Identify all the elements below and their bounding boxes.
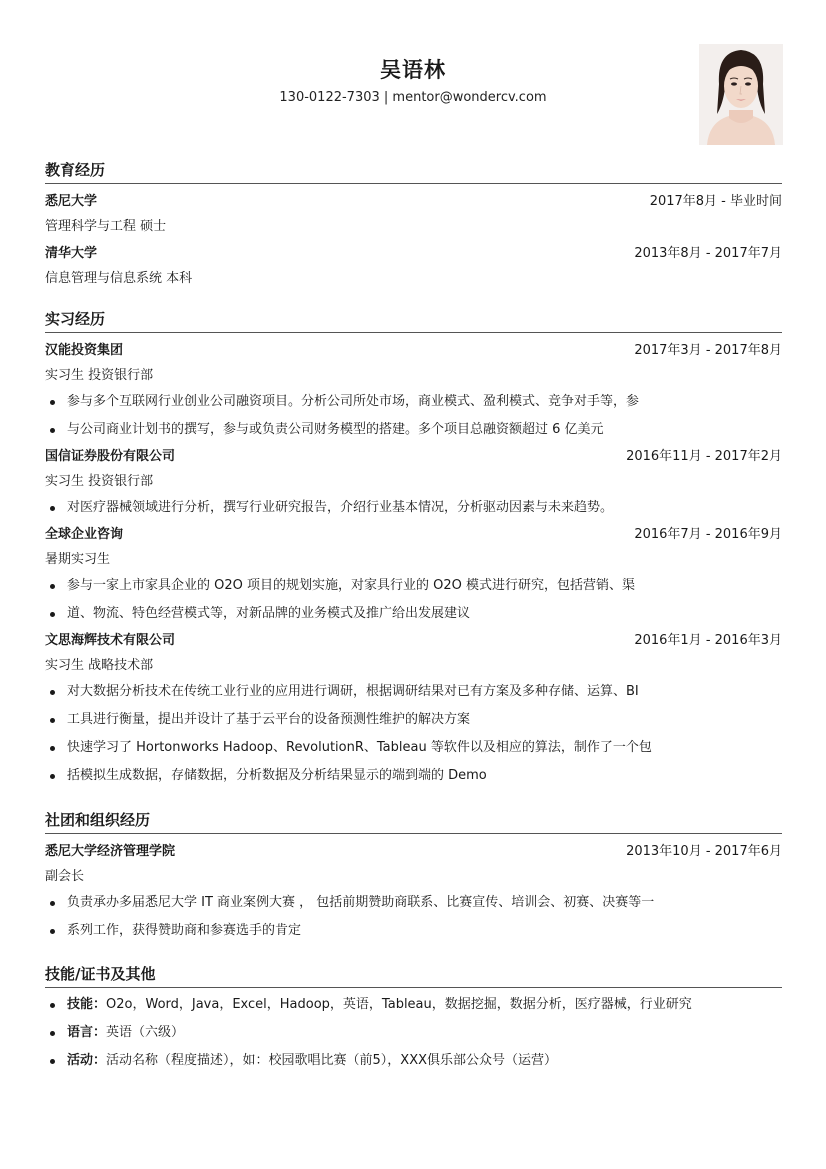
activity-label: 活动： — [67, 1053, 107, 1068]
section-title: 教育经历 — [45, 156, 782, 184]
date-range: 2013年10月 - 2017年6月 — [626, 844, 782, 859]
date-range: 2013年8月 - 2017年7月 — [634, 246, 782, 261]
date-range: 2017年8月 - 毕业时间 — [649, 194, 782, 209]
language-label: 语言： — [67, 1025, 107, 1040]
portrait-image — [699, 44, 783, 145]
internship-section — [45, 305, 782, 790]
club-entry-header — [45, 839, 782, 864]
section-title: 技能/证书及其他 — [45, 960, 782, 988]
bullet-item: 括模拟生成数据，存储数据，分析数据及分析结果显示的端到端的 Demo — [45, 762, 782, 790]
education-entry-header — [45, 189, 782, 214]
bullet-item: 与公司商业计划书的撰写，参与或负责公司财务模型的搭建。多个项目总融资额超过 6 亿美元 — [45, 416, 782, 444]
school-name: 清华大学 — [45, 246, 98, 261]
date-range: 2017年3月 - 2017年8月 — [634, 343, 782, 358]
skills-section — [45, 960, 782, 1075]
skill-value: O2o，Word，Java，Excel，Hadoop，英语，Tableau，数据挖掘，数据分析，医疗器械，行业研究 — [106, 997, 692, 1012]
bullet-item: 负责承办多届悉尼大学 IT 商业案例大赛 ， 包括前期赞助商联系、比赛宣传、培训会、初赛、决赛等一 — [45, 889, 782, 917]
section-title: 实习经历 — [45, 305, 782, 333]
contact-info: 130-0122-7303 | mentor@wondercv.com — [279, 90, 547, 105]
candidate-name: 吴语林 — [380, 58, 446, 82]
bullet-item: 道、物流、特色经营模式等，对新品牌的业务模式及推广给出发展建议 — [45, 600, 782, 628]
education-entry-header — [45, 241, 782, 266]
activity-item — [45, 1047, 782, 1075]
date-range: 2016年1月 - 2016年3月 — [634, 633, 782, 648]
clubs-section — [45, 806, 782, 945]
degree: 信息管理与信息系统 本科 — [45, 271, 193, 286]
section-title: 社团和组织经历 — [45, 806, 782, 834]
company-name: 文思海辉技术有限公司 — [45, 633, 176, 648]
job-entry-header — [45, 522, 782, 547]
bullet-item: 对大数据分析技术在传统工业行业的应用进行调研，根据调研结果对已有方案及多种存储、运算、BI — [45, 678, 782, 706]
skill-label: 技能： — [67, 997, 107, 1012]
date-range: 2016年7月 - 2016年9月 — [634, 527, 782, 542]
bullet-item: 快速学习了 Hortonworks Hadoop、RevolutionR、Tableau 等软件以及相应的算法，制作了一个包 — [45, 734, 782, 762]
job-role: 暑期实习生 — [45, 552, 111, 567]
bullet-item: 工具进行衡量，提出并设计了基于云平台的设备预测性维护的解决方案 — [45, 706, 782, 734]
degree: 管理科学与工程 硕士 — [45, 219, 167, 234]
activity-value: 活动名称（程度描述），如：校园歌唱比赛（前5），XXX俱乐部公众号（运营） — [106, 1053, 558, 1068]
company-name: 国信证券股份有限公司 — [45, 449, 176, 464]
company-name: 全球企业咨询 — [45, 527, 124, 542]
language-item — [45, 1019, 782, 1047]
job-role: 实习生 战略技术部 — [45, 658, 154, 673]
club-role: 副会长 — [45, 869, 85, 884]
bullet-item: 对医疗器械领域进行分析，撰写行业研究报告，介绍行业基本情况，分析驱动因素与未来趋势。 — [45, 494, 782, 522]
job-entry-header — [45, 338, 782, 363]
job-role: 实习生 投资银行部 — [45, 474, 154, 489]
skill-item — [45, 991, 782, 1019]
bullet-item: 系列工作，获得赞助商和参赛选手的肯定 — [45, 917, 782, 945]
organization-name: 悉尼大学经济管理学院 — [45, 844, 176, 859]
date-range: 2016年11月 - 2017年2月 — [626, 449, 782, 464]
school-name: 悉尼大学 — [45, 194, 98, 209]
bullet-item: 参与多个互联网行业创业公司融资项目。分析公司所处市场，商业模式、盈利模式、竞争对手等，参 — [45, 388, 782, 416]
education-section — [45, 156, 782, 291]
job-role: 实习生 投资银行部 — [45, 368, 154, 383]
profile-photo — [699, 44, 783, 145]
job-entry-header — [45, 444, 782, 469]
language-value: 英语（六级） — [106, 1025, 185, 1040]
job-entry-header — [45, 628, 782, 653]
company-name: 汉能投资集团 — [45, 343, 124, 358]
bullet-item: 参与一家上市家具企业的 O2O 项目的规划实施，对家具行业的 O2O 模式进行研究，包括营销、渠 — [45, 572, 782, 600]
